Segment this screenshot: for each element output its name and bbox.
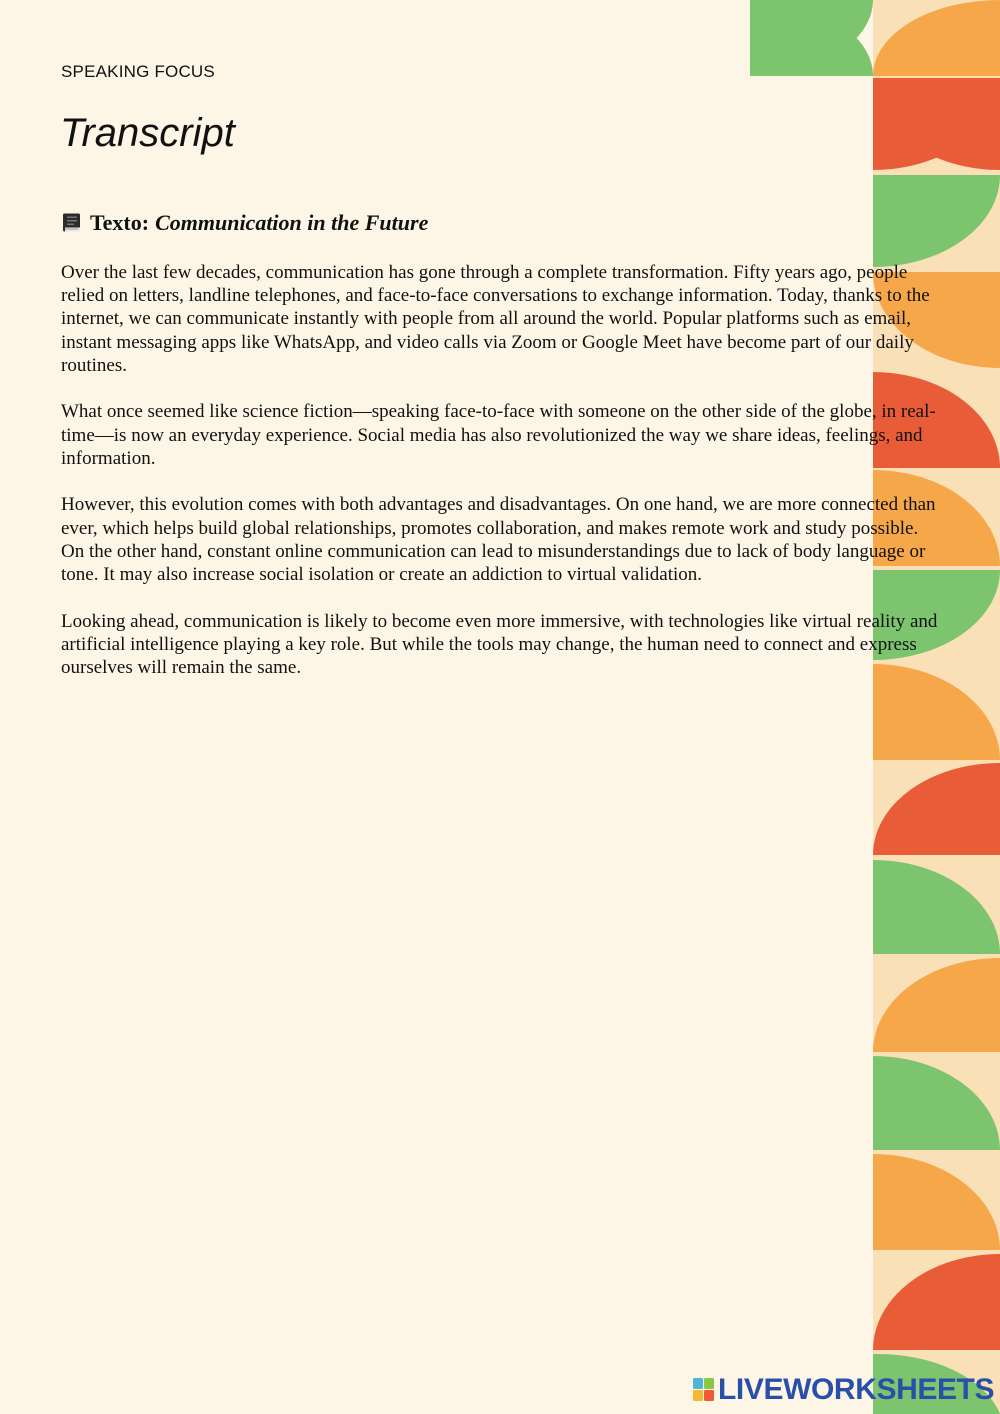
paragraph: However, this evolution comes with both advantages and disadvantages. On one hand, we are more connected than ever, which helps build global relationships, promotes collaboration, and makes remote work and study possible. On the other hand, constant online communication can lead to misunderstandings due to lack of body language or tone. It may also increase social isolation or create an addiction to virtual validation. — [61, 494, 936, 586]
paragraph: Looking ahead, communication is likely to become even more immersive, with technologies like virtual reality and artificial intelligence playing a key role. But while the tools may change, the human need to connect and express ourselves will remain the same. — [61, 610, 938, 679]
paragraph: Over the last few decades, communication has gone through a complete transformation. Fifty years ago, people relied on letters, landline telephones, and face-to-face conversations to exchange information. Today, thanks to the internet, we can communicate instantly with people from all around the world. Popular platforms such as email, instant messaging apps like WhatsApp, and video calls via Zoom or Google Meet have become part of our daily routines. — [61, 262, 930, 376]
reading-label: Texto: — [90, 210, 150, 235]
liveworksheets-logo[interactable] — [693, 1375, 994, 1405]
reading-title: Communication in the Future — [155, 210, 429, 235]
page-title: Transcript — [60, 111, 235, 155]
book-icon — [61, 212, 83, 234]
liveworksheets-logo-icon — [693, 1378, 715, 1402]
brand-name: LIVEWORKSHEETS — [718, 1373, 995, 1406]
section-kicker: SPEAKING FOCUS — [61, 62, 215, 81]
paragraph: What once seemed like science fiction—speaking face-to-face with someone on the other side of the globe, in real-time—is now an everyday experience. Social media has also revolutionized the way we share ideas, feelings, and information. — [61, 401, 936, 469]
reading-body — [61, 261, 941, 703]
reading-heading — [61, 210, 428, 236]
decorative-side-pattern — [745, 0, 1000, 1414]
